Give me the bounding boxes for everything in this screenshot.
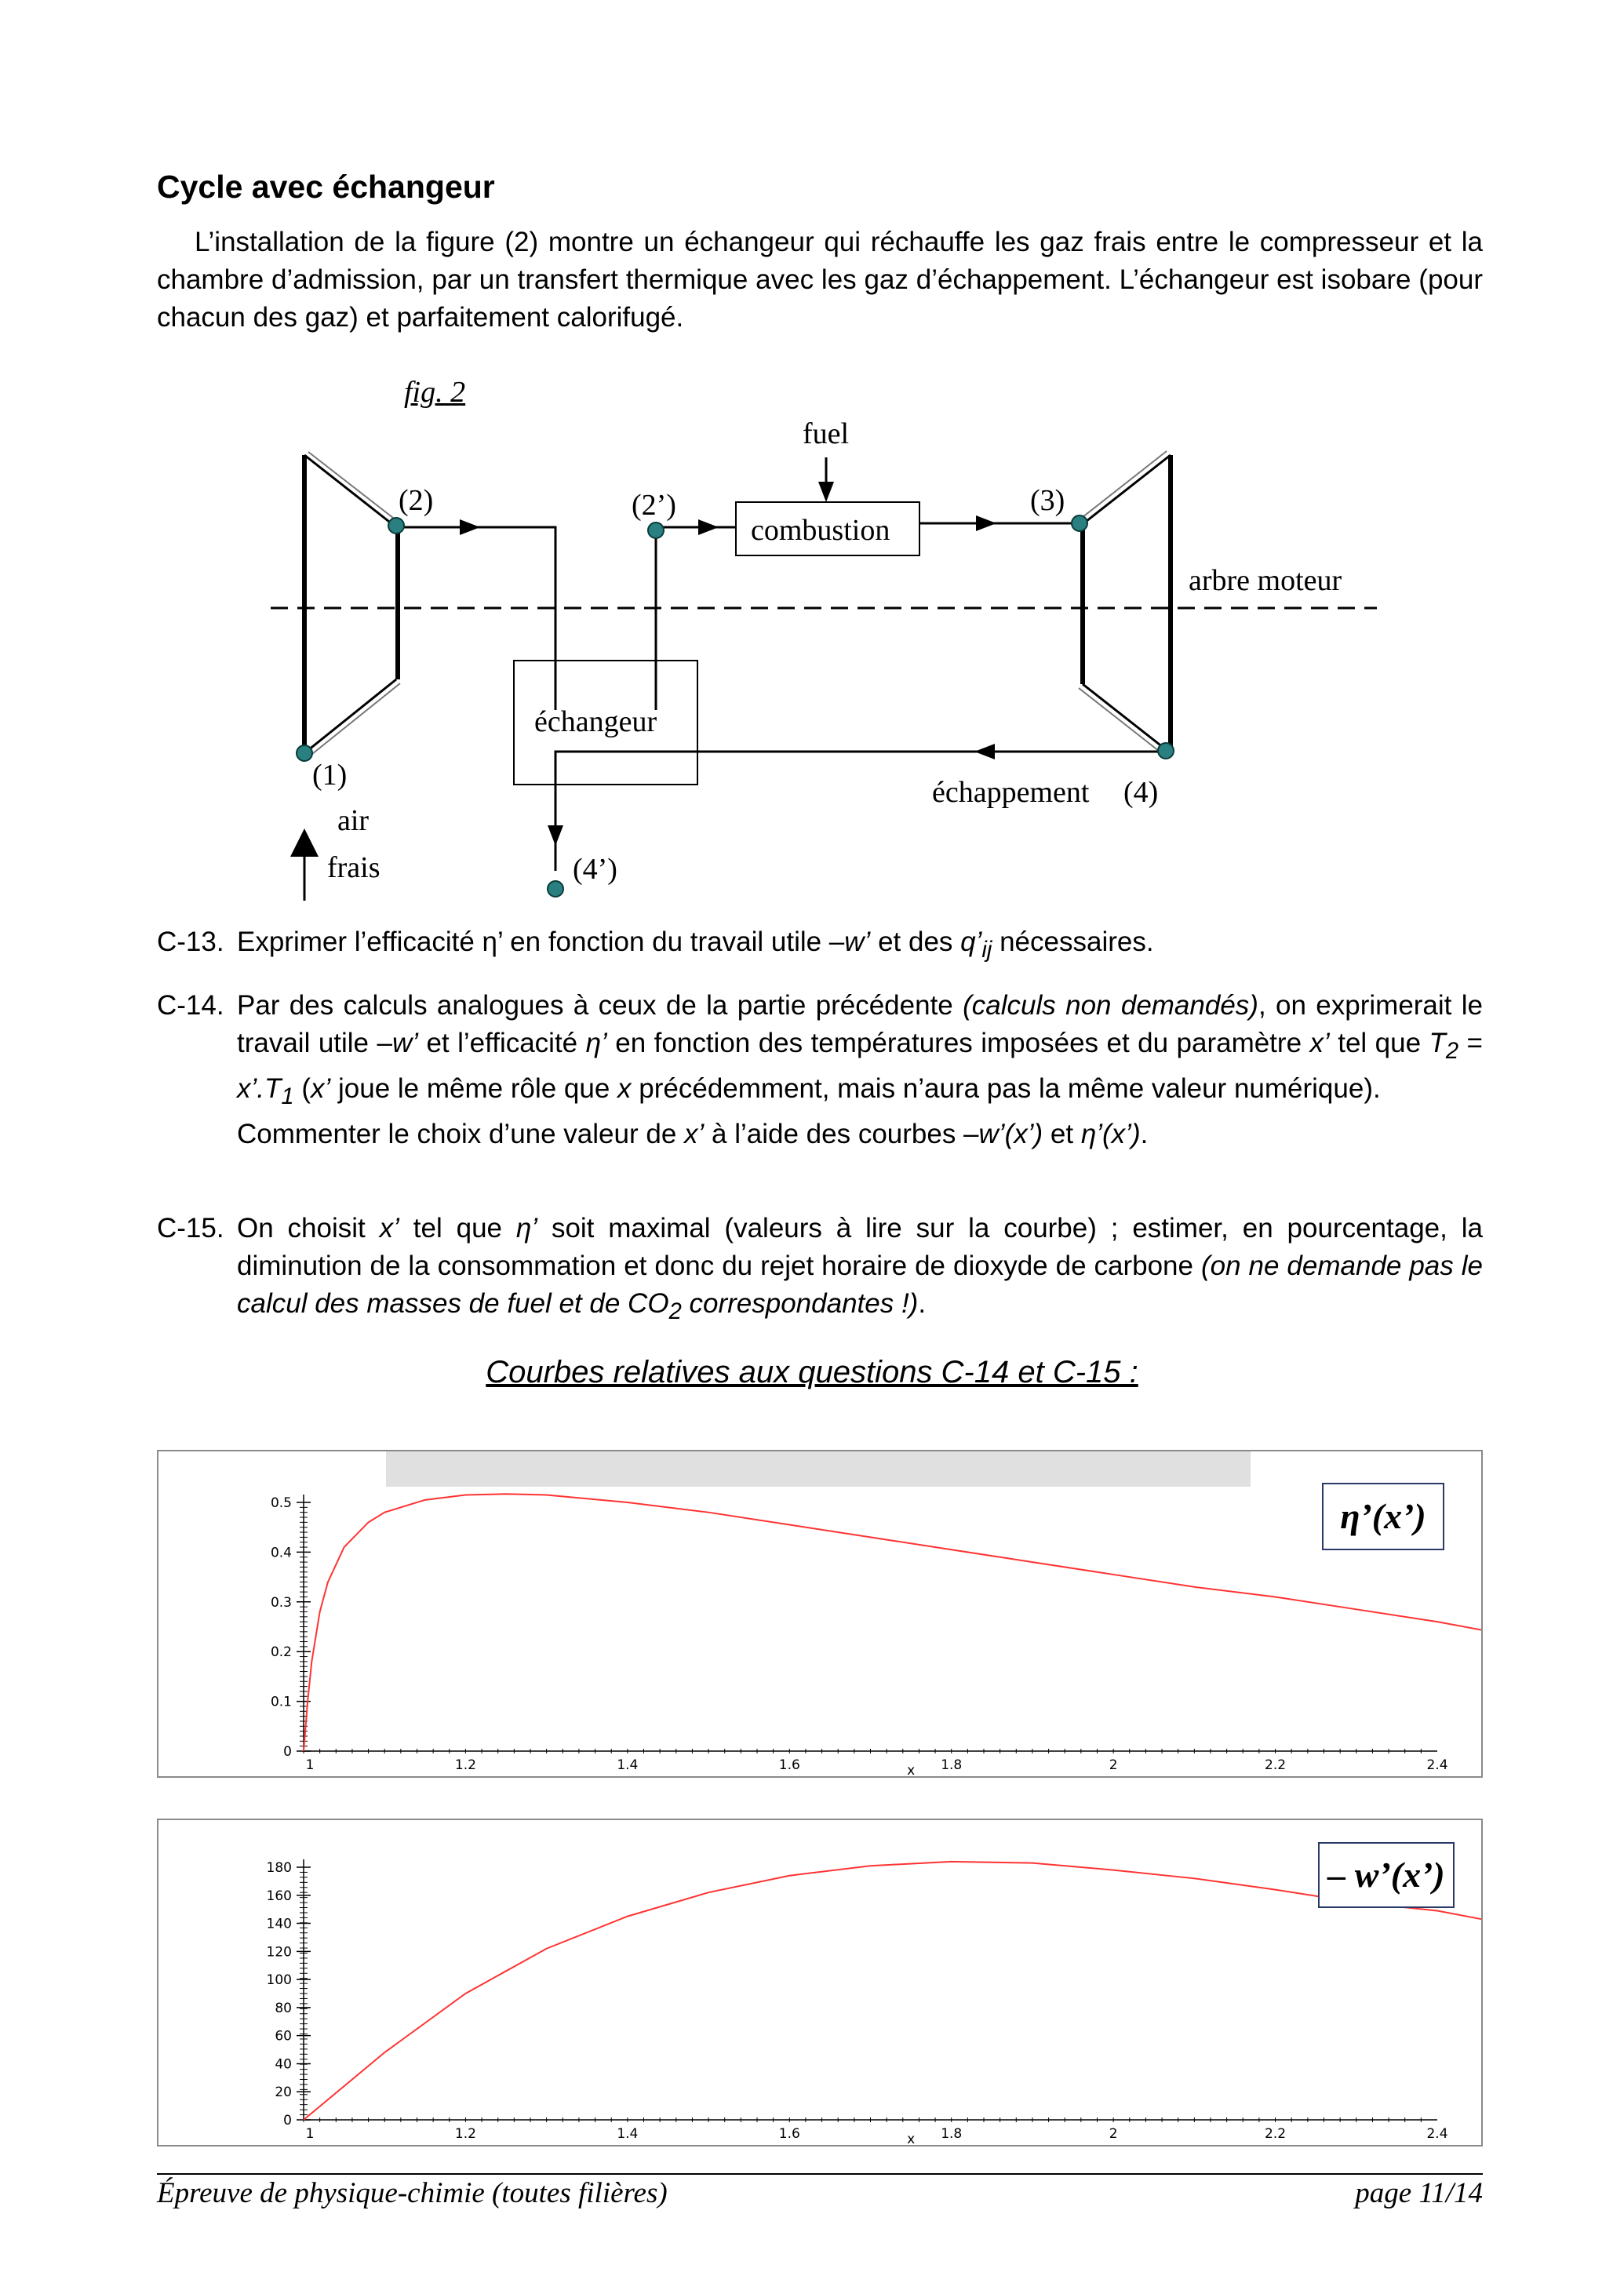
turbine-shape	[1079, 451, 1171, 757]
x-tick-label: 1.8	[941, 1757, 963, 1773]
y-tick-label: 100	[266, 1972, 292, 1989]
curves-title: Courbes relatives aux questions C-14 et C-15 :	[486, 1355, 1138, 1389]
label-point-2: (2)	[399, 484, 434, 517]
y-tick-label: 80	[275, 2000, 292, 2016]
arrow-3	[976, 515, 996, 531]
series-line	[304, 1494, 1481, 1751]
question-label: C-13.	[157, 927, 224, 957]
x-tick-label: 1.4	[617, 2126, 639, 2142]
x-tick-label: 1.6	[778, 1757, 800, 1773]
y-tick-label: 0.5	[270, 1495, 292, 1511]
y-tick-label: 160	[266, 1888, 292, 1904]
x-tick-label: 2	[1109, 2126, 1118, 2142]
x-tick-label: 2.2	[1265, 2126, 1287, 2142]
compressor-shape	[304, 452, 400, 757]
question-c14: C-14. Par des calculs analogues à ceux de la partie précédente (calculs non demandés), on exprimerait le travail utile –w’ et l’efficacité η’ en fonction des températures imposées et du paramètre x’ tel que $T_2$ = $x’.T_1$ (x’ joue le même rôle que x précédemment, mais n’aura pas la même valeur numérique). Commenter le choix d’une valeur de x’ à l’aide des courbes –w’(x’) et η’(x’).	[157, 987, 1483, 1191]
y-tick-label: 180	[266, 1860, 292, 1876]
x-tick-label: 2.2	[1265, 1757, 1287, 1773]
node-1	[297, 745, 312, 761]
label-point-3: (3)	[1030, 484, 1065, 517]
label-echappement: échappement	[932, 776, 1090, 809]
label-point-4p: (4’)	[573, 853, 617, 886]
node-3	[1072, 515, 1087, 531]
label-combustion: combustion	[751, 514, 890, 547]
y-tick-label: 0.2	[270, 1644, 292, 1661]
chart-w-box	[157, 1819, 1483, 2147]
x-tick-label: 2	[1109, 1757, 1118, 1773]
x-tick-label: 1.4	[617, 1757, 639, 1773]
exhaust-arrow	[974, 744, 995, 759]
label-frais: frais	[327, 851, 381, 884]
x-tick-label: 1.8	[941, 2126, 963, 2142]
label-arbre-moteur: arbre moteur	[1189, 564, 1342, 597]
label-point-2p: (2’)	[632, 489, 676, 522]
chart-eta	[158, 1451, 1481, 1776]
x-tick-label: 1.2	[454, 2126, 476, 2142]
label-echangeur: échangeur	[534, 705, 657, 738]
figure-caption: fig. 2	[404, 376, 466, 409]
series-line	[304, 1862, 1481, 2120]
section-title: Cycle avec échangeur	[157, 169, 495, 205]
arrow-2	[460, 519, 480, 535]
chart-eta-box	[157, 1450, 1483, 1778]
arrow-4p	[548, 825, 563, 846]
label-point-4: (4)	[1123, 776, 1159, 809]
y-tick-label: 0	[283, 2113, 292, 2128]
node-4p	[548, 881, 563, 897]
x-tick-label: 1.2	[454, 1757, 476, 1773]
question-label: C-14.	[157, 990, 224, 1021]
node-4	[1158, 743, 1174, 759]
y-tick-label: 20	[275, 2085, 292, 2101]
x-tick-label: 1	[305, 2126, 315, 2142]
y-tick-label: 40	[275, 2056, 292, 2073]
exhaust-flow	[555, 752, 1163, 871]
chart-w-legend: – w’(x’)	[1318, 1842, 1455, 1908]
chart-w	[158, 1820, 1481, 2145]
y-tick-label: 120	[266, 1944, 292, 1961]
figure-2-diagram	[0, 369, 1624, 918]
question-c13: C-13. Exprimer l’efficacité η’ en fonction du travail utile –w’ et des $q’_{ij}$ nécessaires.	[157, 923, 1483, 963]
label-air: air	[337, 804, 370, 837]
y-tick-label: 0.4	[270, 1545, 292, 1561]
x-axis-label: x	[907, 2132, 916, 2145]
y-tick-label: 0.3	[270, 1594, 292, 1611]
footer-left: Épreuve de physique-chimie (toutes filières)	[157, 2177, 668, 2209]
x-tick-label: 1	[305, 1757, 315, 1773]
label-fuel: fuel	[803, 417, 850, 450]
chart-eta-legend: η’(x’)	[1322, 1483, 1444, 1550]
y-tick-label: 140	[266, 1916, 292, 1932]
y-tick-label: 0.1	[270, 1694, 292, 1710]
question-c15: C-15. On choisit x’ tel que η’ soit maximal (valeurs à lire sur la courbe) ; estimer, en pourcentage, la diminution de la consommation et donc du rejet horaire de dioxyde de carbone (on ne demande pas le calcul des masses de fuel et de $CO_2$ correspondantes !).	[157, 1210, 1483, 1335]
fuel-arrow	[818, 482, 834, 502]
question-label: C-15.	[157, 1213, 224, 1243]
x-tick-label: 2.4	[1426, 2126, 1448, 2142]
y-tick-label: 0	[283, 1744, 292, 1760]
x-tick-label: 2.4	[1426, 1757, 1448, 1773]
flow-2-to-exchanger	[396, 527, 555, 710]
x-axis-label: x	[907, 1763, 916, 1776]
arrow-2p	[698, 519, 719, 535]
x-tick-label: 1.6	[778, 2126, 800, 2142]
intro-paragraph: L’installation de la figure (2) montre un échangeur qui réchauffe les gaz frais entre le compresseur et la chambre d’admission, par un transfert thermique avec les gaz d’échappement. L’échangeur est isobare (pour chacun des gaz) et parfaitement calorifugé.	[157, 227, 1483, 333]
footer-rule	[157, 2173, 1483, 2175]
label-point-1: (1)	[312, 759, 348, 792]
y-tick-label: 60	[275, 2028, 292, 2045]
node-2p	[648, 523, 664, 538]
footer-right: page 11/14	[1355, 2177, 1483, 2209]
node-2	[388, 518, 404, 533]
